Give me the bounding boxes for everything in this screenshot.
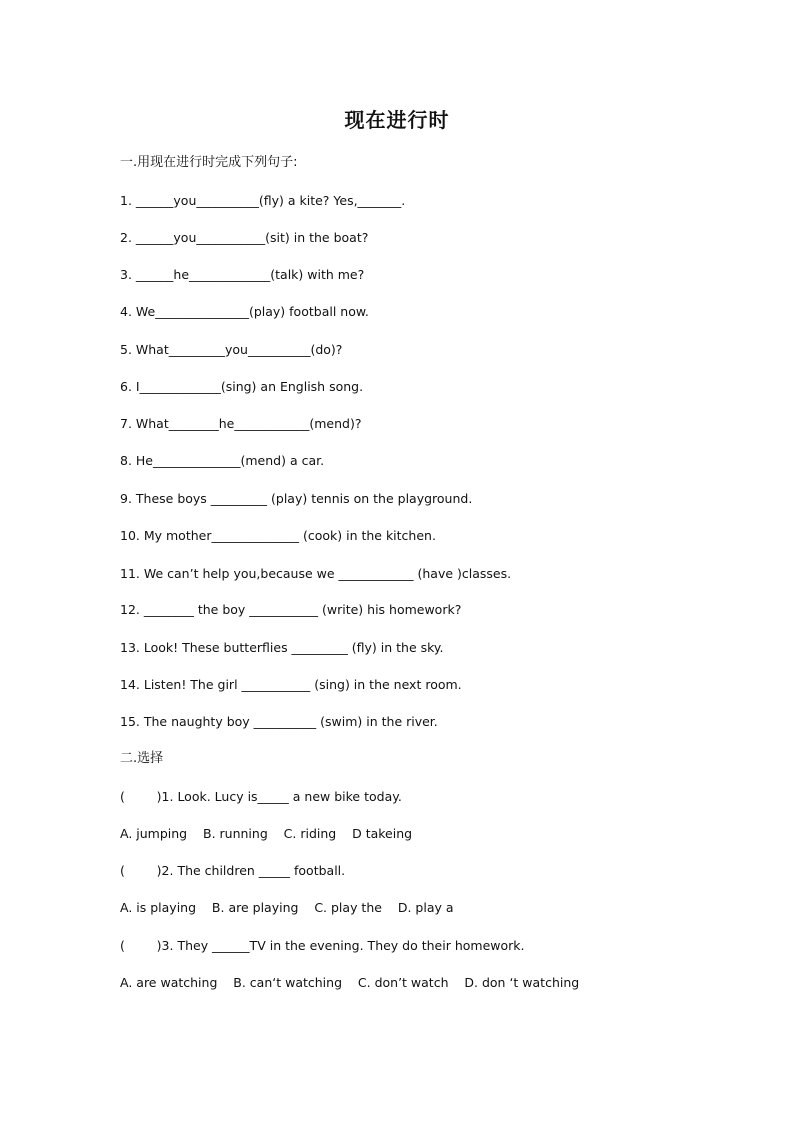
- question-9: 9. These boys _________ (play) tennis on the playground.: [120, 491, 473, 506]
- question-13: 13. Look! These butterflies _________ (fly) in the sky.: [120, 640, 444, 655]
- section2-heading: 二.选择: [120, 751, 164, 766]
- choice-question-2: ( )2. The children _____ football.: [120, 863, 346, 878]
- choice-question-1: ( )1. Look. Lucy is_____ a new bike today.: [120, 789, 402, 804]
- question-7: 7. What________he____________(mend)?: [120, 416, 362, 431]
- question-1: 1. ______you__________(fly) a kite? Yes,_______.: [120, 193, 406, 208]
- question-2: 2. ______you___________(sit) in the boat?: [120, 230, 369, 245]
- question-11: 11. We can’t help you,because we ____________ (have )classes.: [120, 566, 512, 581]
- section1-heading: 一.用现在进行时完成下列句子:: [120, 155, 298, 170]
- choice-options-2: A. is playing B. are playing C. play the D. play a: [120, 900, 454, 915]
- choice-options-1: A. jumping B. running C. riding D takeing: [120, 826, 413, 841]
- question-12: 12. ________ the boy ___________ (write) his homework?: [120, 602, 462, 617]
- question-6: 6. I_____________(sing) an English song.: [120, 379, 364, 394]
- question-15: 15. The naughty boy __________ (swim) in the river.: [120, 714, 438, 729]
- question-4: 4. We_______________(play) football now.: [120, 304, 369, 319]
- question-10: 10. My mother______________ (cook) in the kitchen.: [120, 528, 436, 543]
- page-title: 现在进行时: [344, 108, 450, 132]
- question-3: 3. ______he_____________(talk) with me?: [120, 267, 365, 282]
- question-14: 14. Listen! The girl ___________ (sing) in the next room.: [120, 677, 462, 692]
- choice-options-3: A. are watching B. can‘t watching C. don’t watch D. don ‘t watching: [120, 975, 580, 990]
- choice-question-3: ( )3. They ______TV in the evening. They do their homework.: [120, 938, 525, 953]
- question-5: 5. What_________you__________(do)?: [120, 342, 343, 357]
- question-8: 8. He______________(mend) a car.: [120, 453, 325, 468]
